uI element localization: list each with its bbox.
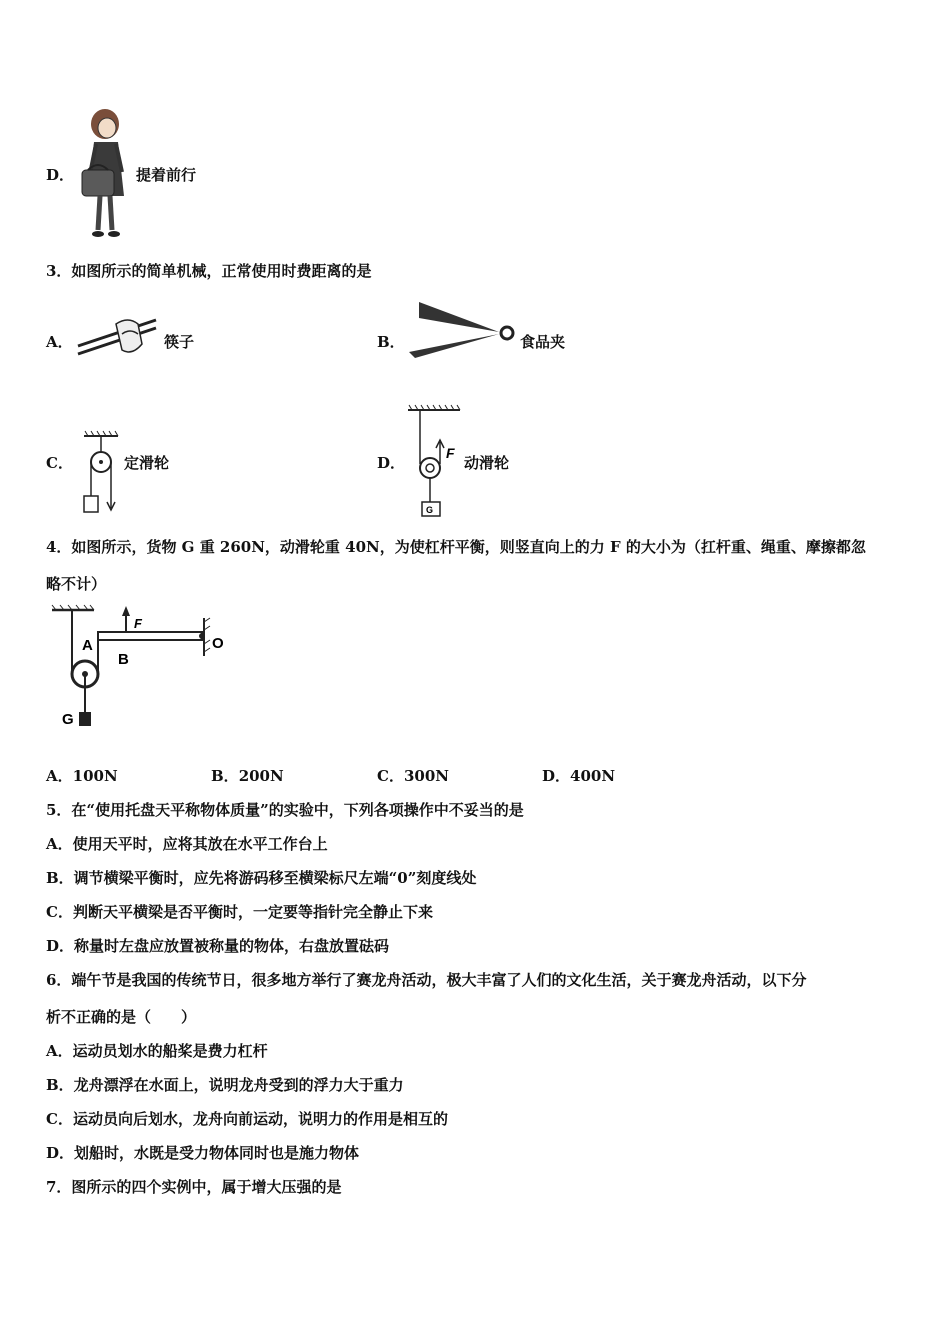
- girl-carrying-bag-figure: [74, 104, 136, 240]
- q4-option-a-value: 100N: [72, 767, 118, 785]
- q4-stem-line2: 略不计）: [46, 575, 107, 593]
- q4-option-d-value: 400N: [570, 767, 616, 785]
- q6-stem-line2: 析不正确的是（ ）: [46, 1008, 197, 1026]
- q5-option-c: C．判断天平横梁是否平衡时，一定要等指针完全静止下来: [46, 903, 433, 921]
- q2-option-d-caption: 提着前行: [136, 166, 197, 184]
- q3-option-c-letter: C．: [46, 454, 73, 472]
- q5-option-a: A．使用天平时，应将其放在水平工作台上: [46, 835, 328, 853]
- q3-option-b-letter: B．: [377, 333, 405, 351]
- q4-option-c-letter: C．: [377, 767, 404, 785]
- lever-label-o: O: [212, 635, 224, 652]
- movable-pulley-figure: [404, 404, 464, 520]
- q4-option-d: [542, 766, 615, 786]
- q4-option-a: [46, 766, 118, 786]
- q2-option-d-letter: D．: [46, 166, 75, 184]
- q3-option-b-caption: 食品夹: [520, 333, 566, 351]
- q3-option-c-caption: 定滑轮: [124, 454, 170, 472]
- lever-label-a: A: [82, 637, 93, 654]
- lever-pulley-figure: [46, 604, 236, 734]
- q5-stem: 5．在“使用托盘天平称物体质量”的实验中，下列各项操作中不妥当的是: [46, 801, 524, 819]
- q3-weight-label: G: [426, 505, 434, 515]
- fixed-pulley-figure: [80, 430, 122, 516]
- q5-option-d: D．称量时左盘应放置被称量的物体，右盘放置砝码: [46, 937, 390, 955]
- q4-option-c-value: 300N: [403, 767, 449, 785]
- q4-option-b: [211, 766, 284, 786]
- q6-stem-line1: 6．端午节是我国的传统节日，很多地方举行了赛龙舟活动，极大丰富了人们的文化生活，关于赛龙舟活动，以下分: [46, 971, 807, 989]
- q4-option-b-value: 200N: [238, 767, 284, 785]
- q3-stem: 3．如图所示的简单机械，正常使用时费距离的是: [46, 262, 372, 280]
- lever-label-b: B: [118, 651, 129, 668]
- lever-label-g: G: [62, 711, 74, 728]
- q6-option-b: B．龙舟漂浮在水面上，说明龙舟受到的浮力大于重力: [46, 1076, 404, 1094]
- q6-option-a: A．运动员划水的船桨是费力杠杆: [46, 1042, 268, 1060]
- q4-option-c: [377, 766, 449, 786]
- q3-option-a-letter: A．: [46, 333, 73, 351]
- food-tongs-figure: [405, 298, 519, 360]
- q3-option-d-letter: D．: [377, 454, 406, 472]
- lever-label-f: F: [134, 616, 142, 631]
- q6-option-d: D．划船时，水既是受力物体同时也是施力物体: [46, 1144, 360, 1162]
- q6-option-c: C．运动员向后划水，龙舟向前运动，说明力的作用是相互的: [46, 1110, 448, 1128]
- q3-option-a-caption: 筷子: [164, 333, 195, 351]
- q3-force-label: F: [446, 445, 455, 461]
- q4-option-b-letter: B．: [211, 767, 239, 785]
- q7-stem: 7．图所示的四个实例中，属于增大压强的是: [46, 1178, 342, 1196]
- q5-option-b: B．调节横梁平衡时，应先将游码移至横梁标尺左端“0”刻度线处: [46, 869, 477, 887]
- q4-stem-line1: 4．如图所示，货物 G 重 260N，动滑轮重 40N，为使杠杆平衡，则竖直向上的力 F 的大小为（扛杆重、绳重、摩擦都忽: [46, 538, 866, 556]
- chopsticks-figure: [76, 314, 158, 362]
- q4-option-a-letter: A．: [46, 767, 73, 785]
- q3-option-d-caption: 动滑轮: [464, 454, 510, 472]
- q4-option-d-letter: D．: [542, 767, 571, 785]
